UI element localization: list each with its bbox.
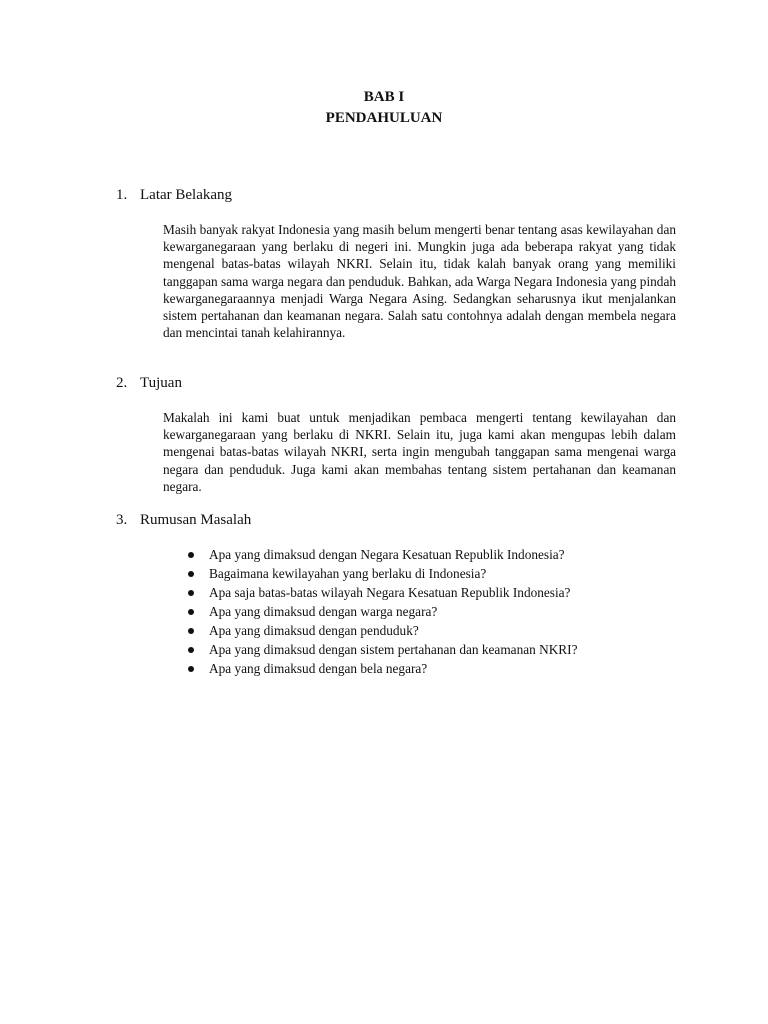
bullet-icon bbox=[188, 666, 194, 672]
list-item bbox=[186, 564, 676, 583]
section-number: 1. bbox=[116, 187, 128, 203]
list-item bbox=[186, 640, 676, 659]
section-heading bbox=[116, 511, 676, 529]
bullet-icon bbox=[188, 552, 194, 558]
section-latar-belakang bbox=[116, 186, 676, 341]
section-paragraph: Makalah ini kami buat untuk menjadikan pembaca mengerti tentang kewilayahan dan kewarganegaraan yang berlaku di NKRI. Selain itu, juga kami akan mengupas lebih dalam mengenai batas-batas wilayah NKRI, serta ingin mengubah tanggapan sama mengenai warga negara dan penduduk. Juga kami akan membahas tentang sistem pertahanan dan keamanan negara. bbox=[163, 410, 676, 494]
list-item-text: Apa yang dimaksud dengan sistem pertahanan dan keamanan NKRI? bbox=[209, 642, 578, 657]
list-item bbox=[186, 545, 676, 564]
list-item bbox=[186, 621, 676, 640]
section-number: 3. bbox=[116, 512, 128, 528]
list-item-text: Apa yang dimaksud dengan warga negara? bbox=[209, 604, 438, 619]
section-rumusan-masalah bbox=[116, 511, 676, 691]
list-item bbox=[186, 659, 676, 678]
chapter-header bbox=[0, 87, 768, 129]
list-item bbox=[186, 602, 676, 621]
list-item-text: Apa yang dimaksud dengan bela negara? bbox=[209, 661, 428, 676]
bullet-icon bbox=[188, 609, 194, 615]
question-list bbox=[186, 545, 676, 678]
section-heading bbox=[116, 186, 676, 204]
list-item-text: Apa saja batas-batas wilayah Negara Kesatuan Republik Indonesia? bbox=[209, 585, 571, 600]
list-item-text: Apa yang dimaksud dengan Negara Kesatuan Republik Indonesia? bbox=[209, 547, 565, 562]
list-item-text: Apa yang dimaksud dengan penduduk? bbox=[209, 623, 419, 638]
section-tujuan bbox=[116, 374, 676, 495]
section-heading bbox=[116, 374, 676, 392]
list-item bbox=[186, 583, 676, 602]
bullet-icon bbox=[188, 628, 194, 634]
section-title: Latar Belakang bbox=[140, 187, 233, 203]
list-item-text: Bagaimana kewilayahan yang berlaku di Indonesia? bbox=[209, 566, 487, 581]
section-paragraph: Masih banyak rakyat Indonesia yang masih belum mengerti benar tentang asas kewilayahan dan kewarganegaraan yang berlaku di negeri ini. Mungkin juga ada beberapa rakyat yang tidak mengenal batas-batas wilayah NKRI. Selain itu, tidak kalah banyak orang yang memiliki tanggapan sama warga negara dan penduduk. Bahkan, ada Warga Negara Indonesia yang pindah kewarganegaraannya menjadi Warga Negara Asing. Sedangkan seharusnya ikut menjalankan sistem pertahanan dan keamanan negara. Salah satu contohnya adalah dengan membela negara dan mencintai tanah kelahirannya. bbox=[163, 222, 676, 341]
section-number: 2. bbox=[116, 375, 128, 391]
section-title: Rumusan Masalah bbox=[140, 512, 252, 528]
bullet-icon bbox=[188, 647, 194, 653]
section-title: Tujuan bbox=[140, 375, 182, 391]
bullet-icon bbox=[188, 571, 194, 577]
bullet-icon bbox=[188, 590, 194, 596]
chapter-number: BAB I bbox=[363, 89, 405, 105]
chapter-title: PENDAHULUAN bbox=[325, 110, 443, 126]
